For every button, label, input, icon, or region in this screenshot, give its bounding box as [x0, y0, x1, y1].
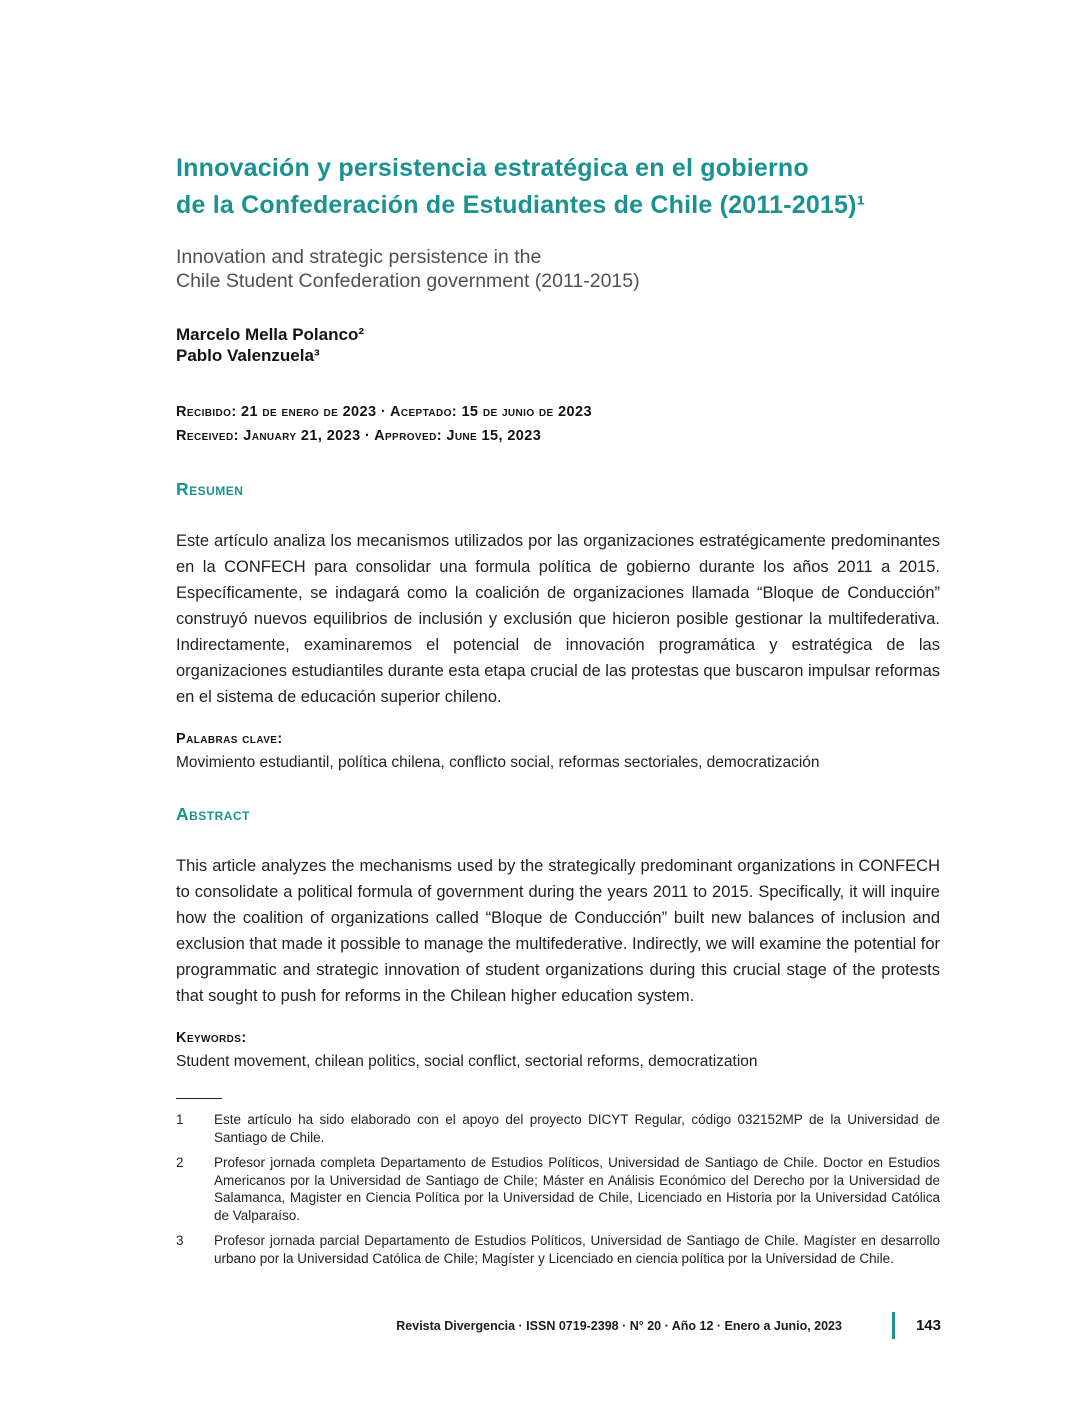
footnote-2-number: 2 — [176, 1155, 184, 1170]
author-name-2: Pablo Valenzuela³ — [176, 346, 320, 365]
submission-dates — [176, 400, 940, 448]
footnote-1-number: 1 — [176, 1112, 184, 1127]
palabras-clave-label: Palabras clave: — [176, 731, 283, 747]
footnote-3-number: 3 — [176, 1233, 184, 1248]
abstract-heading: Abstract — [176, 804, 250, 824]
abstract-body: This article analyzes the mechanisms used by the strategically predominant organizations in CONFECH to consolidate a political formula of government during the years 2011 to 2015. Specifically, it will inquire how the coalition of organizations called “Bloque de Conducción” built new balances of inclusion and exclusion that made it possible to manage the multifederative. Indirectly, we will examine the potential for programmatic and strategic innovation of student organizations during this crucial stage of the protests that sought to push for reforms in the Chilean higher education system. — [176, 857, 940, 1005]
article-title-es-line2: de la Confederación de Estudiantes de Chile (2011-2015)¹ — [176, 191, 866, 219]
received-accepted-en: Received: January 21, 2023 · Approved: June 15, 2023 — [176, 428, 542, 444]
resumen-body: Este artículo analiza los mecanismos utilizados por las organizaciones estratégicamente predominantes en la CONFECH para consolidar una formula política de gobierno durante los años 2011 a 2015. Específicamente, se indagará como la coalición de organizaciones llamada “Bloque de Conducción” construyó nuevos equilibrios de inclusión y exclusión que hicieron posible gestionar la multifederativa. Indirectamente, examinaremos el potencial de innovación programática y estratégica de las organizaciones estudiantiles durante esta etapa crucial de las protestas que buscaron impulsar reformas en el sistema de educación superior chileno. — [176, 532, 941, 706]
footnote-3 — [176, 1232, 940, 1267]
footer-divider-bar — [892, 1312, 895, 1339]
article-front-matter — [176, 150, 940, 1267]
received-accepted-es: Recibido: 21 de enero de 2023 · Aceptado: 15 de junio de 2023 — [176, 404, 592, 420]
footnote-separator-rule — [176, 1098, 222, 1099]
author-list — [176, 324, 940, 366]
palabras-clave-list: Movimiento estudiantil, política chilena, conflicto social, reformas sectoriales, democratización — [176, 754, 820, 771]
article-title-es-line1: Innovación y persistencia estratégica en el gobierno — [176, 154, 809, 182]
footnote-2-text: Profesor jornada completa Departamento de Estudios Políticos, Universidad de Santiago de Chile. Doctor en Estudios Americanos por la Universidad de Santiago de Chile; Máster en Análisis Económico del Derecho por la Universidad de Salamanca, Magister en Ciencia Política por la Universidad de Chile, Licenciado en Historia por la Universidad Católica de Valparaíso. — [214, 1155, 940, 1223]
article-title-es — [176, 150, 940, 224]
footnote-2 — [176, 1154, 940, 1224]
footnote-3-text: Profesor jornada parcial Departamento de Estudios Políticos, Universidad de Santiago de Chile. Magíster en desarrollo urbano por la Universidad Católica de Chile; Magíster y Licenciado en ciencia política por la Universidad de Chile. — [214, 1233, 940, 1266]
footnote-block — [176, 1111, 940, 1267]
journal-info-line: Revista Divergencia · ISSN 0719-2398 · N° 20 · Año 12 · Enero a Junio, 2023 — [396, 1318, 842, 1333]
article-title-en-line2: Chile Student Confederation government (2011-2015) — [176, 270, 640, 292]
footnote-1 — [176, 1111, 940, 1146]
page-number: 143 — [915, 1317, 941, 1334]
keywords-label: Keywords: — [176, 1030, 247, 1046]
page-footer — [396, 1312, 941, 1339]
keywords-list: Student movement, chilean politics, social conflict, sectorial reforms, democratization — [176, 1053, 758, 1070]
resumen-heading: Resumen — [176, 479, 244, 499]
footnote-1-text: Este artículo ha sido elaborado con el apoyo del proyecto DICYT Regular, código 032152MP de la Universidad de Santiago de Chile. — [214, 1112, 940, 1145]
article-title-en — [176, 245, 940, 293]
author-name-1: Marcelo Mella Polanco² — [176, 325, 364, 344]
article-title-en-line1: Innovation and strategic persistence in the — [176, 246, 542, 268]
